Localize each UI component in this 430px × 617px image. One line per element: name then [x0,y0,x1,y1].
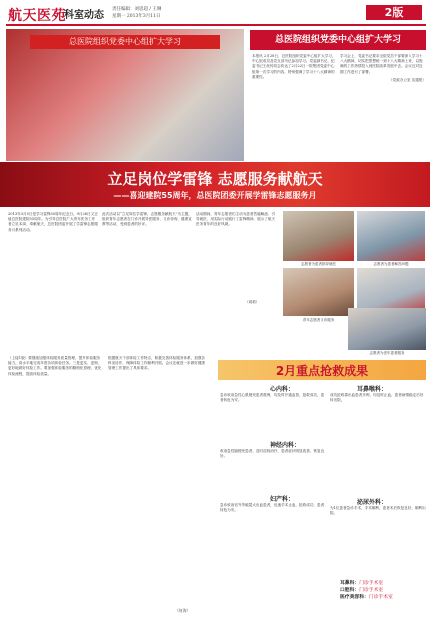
cardiology-text: 急诊收治急性心肌梗死患者数例，均及时开通血管，抢救成功，患者转危为安。 [220,393,325,403]
top-body-left-text: 本报讯 2月28日，总医院组织党委中心组扩大学习，中心组成员及党支部书记参加学习。党委副书记、纪委书记王丝传同志传达了2月22日一院集团党委中心组第一次学习的内容，特别强调了学习十八大精神的重要性。 [252,54,336,79]
lower-col1-text: （上接1版）要继续加强体检服务质量管理，提升体检服务能力。高水平地完成年度各项体检任务。三是更实、更细、更好地做好体检工作。要加强体检服务的精细化管理，优化体检流程，提高体检质量。 [8,356,102,376]
contact-row [340,594,426,601]
cardiology-heading: 心内科： [270,386,295,393]
mid-article-byline: （周莉） [245,300,260,304]
rescue-title: 2月重点抢救成果 [275,364,369,378]
top-body-right-text: 学习会上，党委书记要求全院党员干部要深入学习十八大精神，切实把思想统一到十八大精神上来，以饱满的工作热情投入到医院改革发展中去。会议还对近期工作进行了部署。 [340,54,423,74]
photo-caption-1: 志愿者为患者指导就医 [301,262,336,266]
top-article-body-right [340,54,426,83]
top-article-headline: 总医院组织党委中心组扩大学习 [250,30,426,50]
mid-col3-text: 活动期间，青年志愿者们主动为患者答疑解惑、引导就医，用实际行动践行了雷锋精神，展示了航天医务青年的良好风貌。 [196,212,276,227]
editor-line: 责任编辑：刘思超 / 王琳 [112,7,162,12]
contact-value: 门诊手术室 [368,595,393,600]
contact-label: 口腔科： [340,588,360,593]
photo-caption-2: 志愿者为患者解答问题 [373,262,409,266]
neurology-heading: 神经内科： [270,442,301,449]
feature-title: 立足岗位学雷锋 志愿服务献航天 [107,170,323,188]
photo-caption-3: 青年志愿者义诊服务 [302,318,335,322]
photo-banner-text: 总医院组织党委中心组扩大学习 [30,35,220,49]
obstetrics-heading: 妇产科： [270,496,295,503]
lower-article-col2 [108,356,206,372]
urology-heading: 泌尿外科： [357,499,388,506]
photo-caption-5: 志愿者为老年患者服务 [369,351,405,355]
mid-col2-text: 此次活动以“立足岗位学雷锋，志愿服务献航天”为主题，组织青年志愿者在门诊开展导医服务、义诊咨询、健康宣教等活动，受到患者的好评。 [102,212,192,227]
neurology-text: 收治急性脑梗死患者，及时溶栓治疗，患者症状明显改善，恢复良好。 [220,449,325,459]
newspaper-logo: 航天医苑 [8,8,66,24]
lower-col2-text: 根据航天干部体检工作特点，积极完善体检服务体系，加强各科室协作，保障体检工作顺利开展。会议还就进一步做好健康管理工作提出了具体要求。 [108,356,206,371]
contact-label: 耳鼻科： [340,581,360,586]
contact-row [340,580,426,587]
obstetrics-text: 急诊收治宫外孕破裂大出血患者，迅速手术止血，抢救成功，患者转危为安。 [220,503,325,513]
volunteer-photo-3 [283,268,354,316]
date-line: 星期一 2013年3月11日 [112,14,161,19]
contact-list [340,580,426,601]
contact-label: 医疗美容科： [340,595,369,600]
header-rule [6,24,426,26]
volunteer-photo-5 [348,308,426,350]
lower-article-byline: （何涛） [175,608,191,613]
mid-col1-text: 2013年3月5日是学习雷锋50周年纪念日。9月26日又正值总医院建院55周年。为引导总医院广大青年医务工作者立足本岗、奉献航天，总医院团委开展了学雷锋志愿服务月系列活动。 [8,212,98,232]
contact-value: 门诊手术室 [359,588,384,593]
ent-heading: 耳鼻喉科： [357,386,388,393]
contact-row [340,587,426,594]
mid-article-col2 [102,212,192,228]
volunteer-photo-1 [283,211,354,261]
lower-article-col1 [8,356,103,377]
mid-article-col1 [8,212,98,233]
urology-text: 为1位患者急诊手术，手术顺利，患者术后恢复良好，顺利出院。 [330,506,426,516]
contact-value: 门诊手术室 [359,581,384,586]
feature-subtitle: ——喜迎建院55周年，总医院团委开展学雷锋志愿服务月 [113,191,317,200]
page-number-badge: 2版 [366,5,422,20]
volunteer-photo-2 [357,211,425,261]
mid-article-col3 [196,212,278,228]
top-article-body-left [252,54,336,80]
section-title: 科室动态 [64,10,104,21]
ent-text: 成功抢救鼻出血患者多例，均及时止血，患者病情稳定后好转出院。 [330,393,424,403]
top-article-byline: （党政办公室 宣通报） [388,77,426,82]
